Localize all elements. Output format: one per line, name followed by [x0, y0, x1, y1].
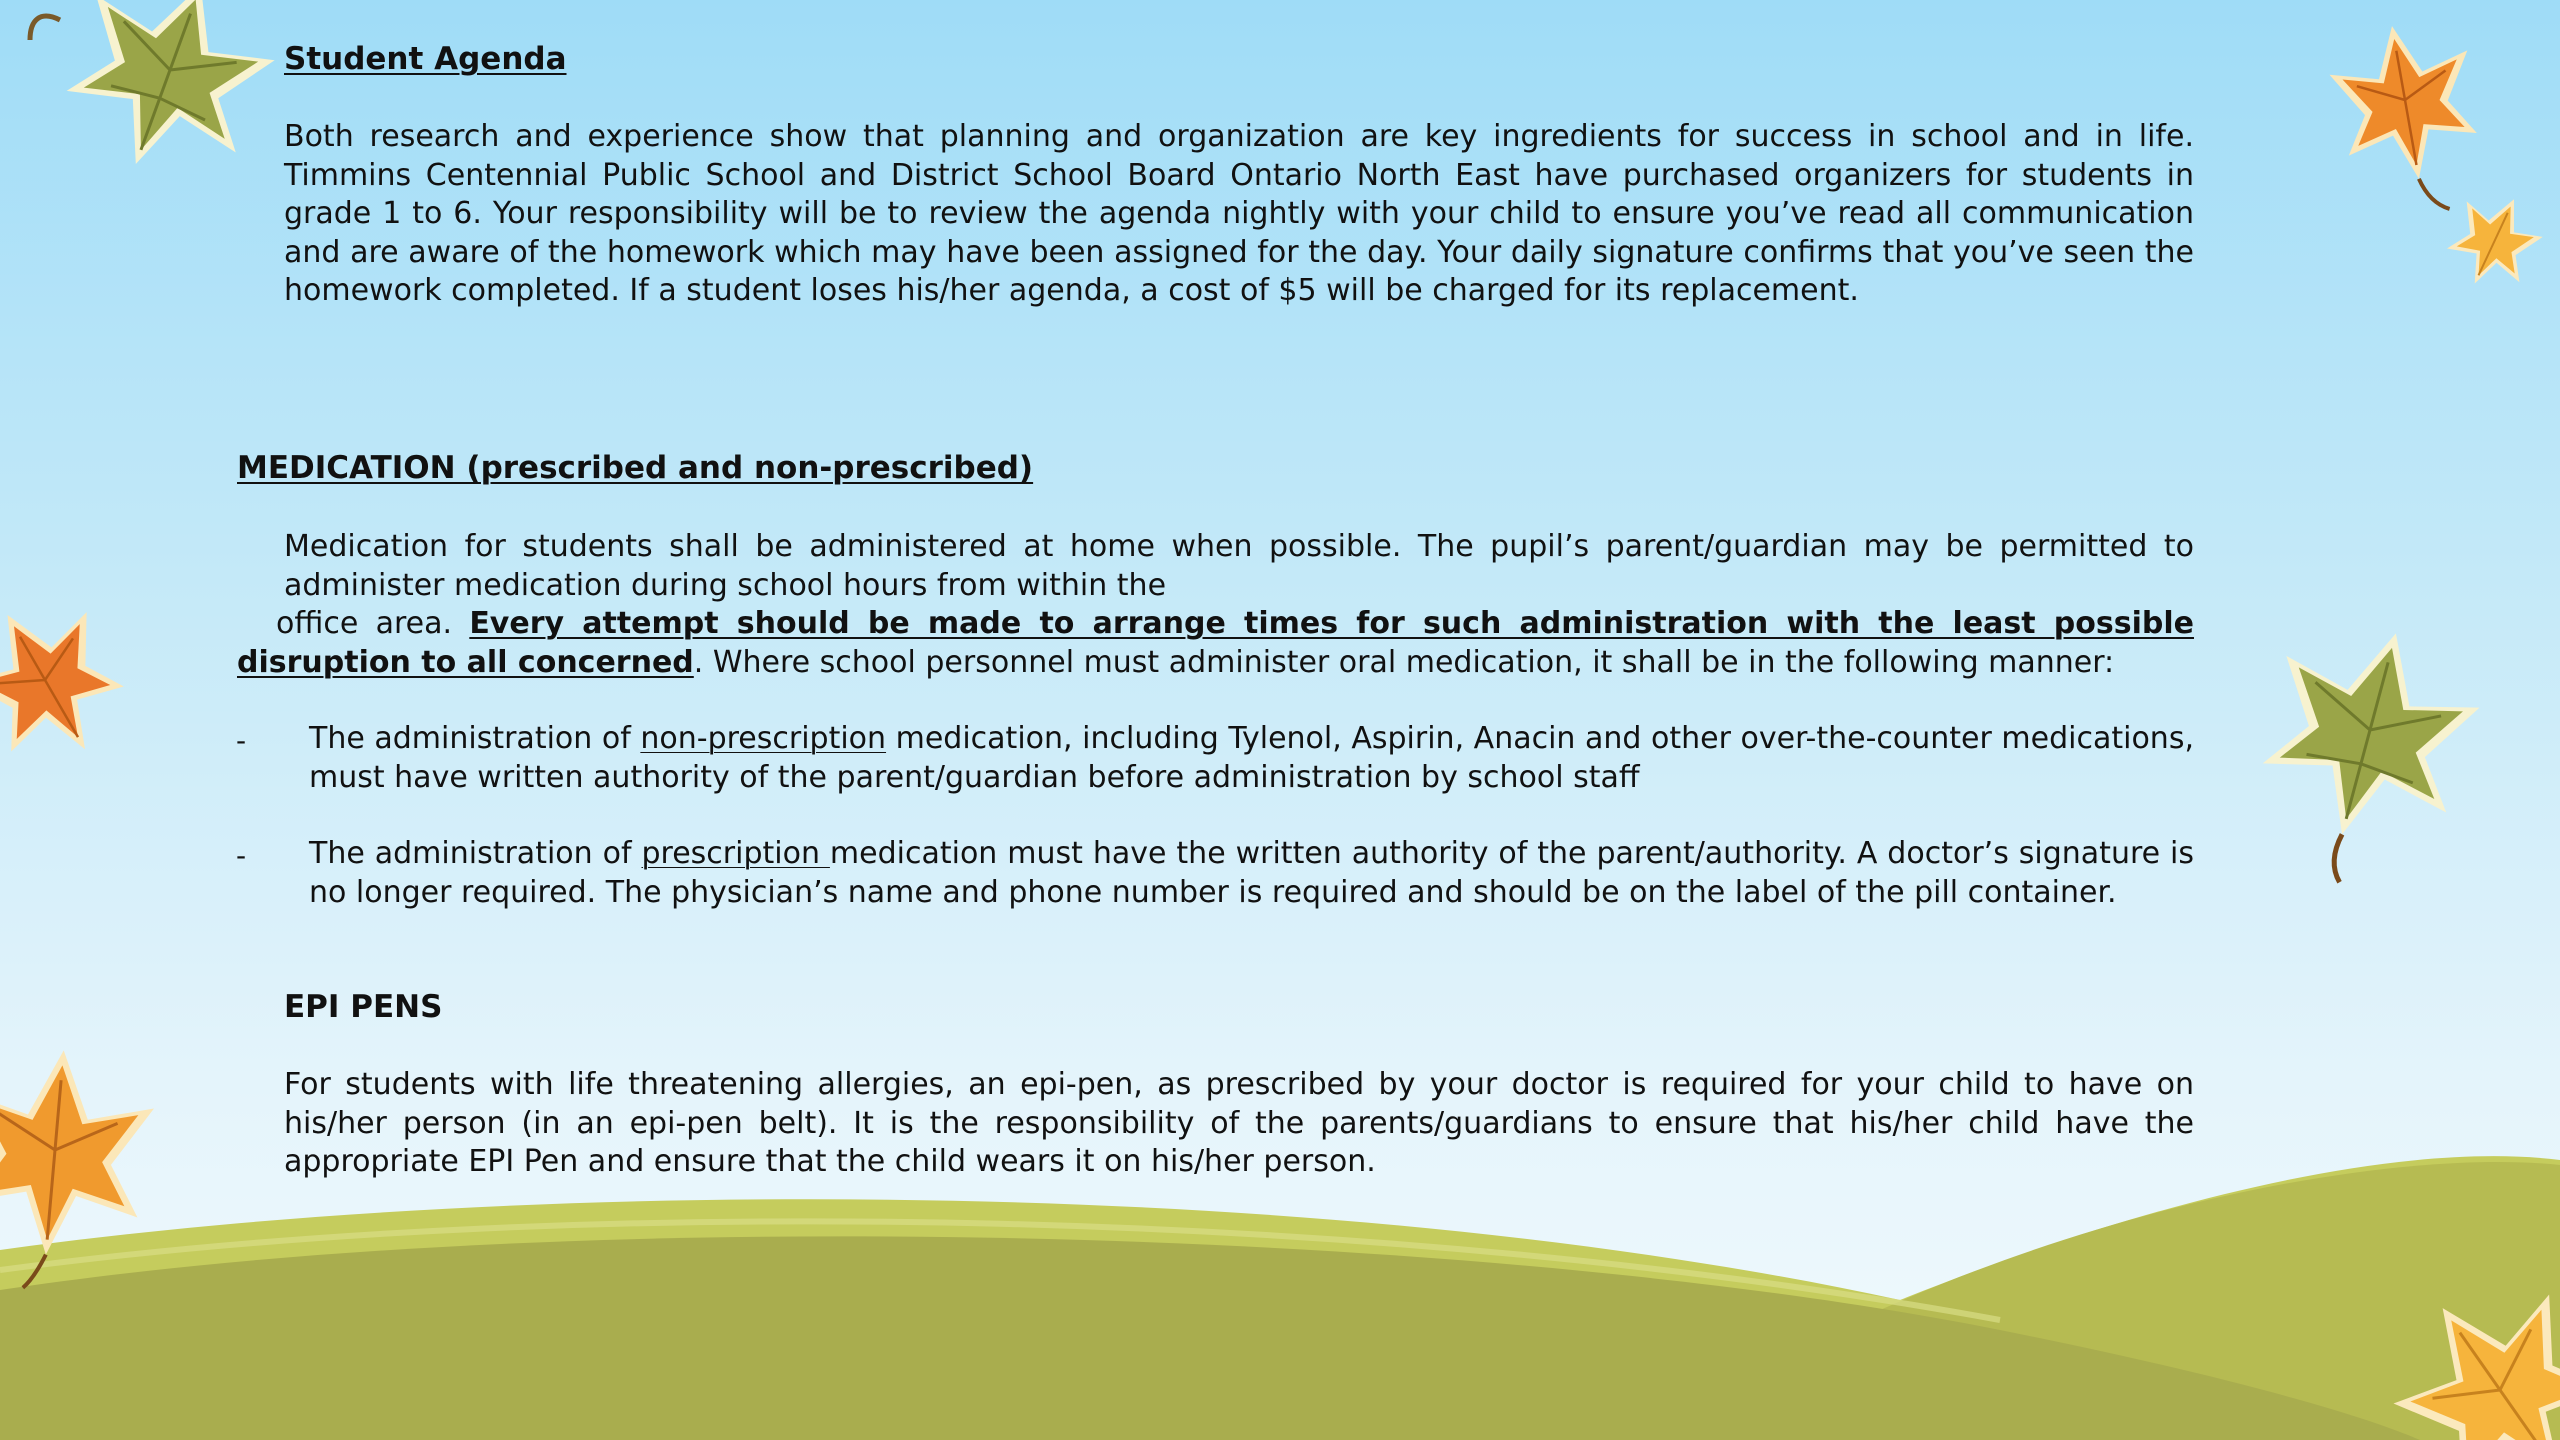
epi-pens-body: For students with life threatening allergies, an epi-pen, as prescribed by your doctor is required for your child to have on his/her person (in an epi-pen belt). It is the responsibility of the parents/guardians to ensure that his/her child have the appropriate EPI Pen and ensure that the child wears it on his/her person. — [284, 1067, 2194, 1179]
medication-line2-suffix: . Where school personnel must administer oral medication, it shall be in the following manner: — [693, 644, 2115, 680]
bullet-1-before: The administration of — [309, 721, 641, 756]
medication-line1: Medication for students shall be administered at home when possible. The pupil’s parent/guardian may be permitted to administer medication during school hours from within the — [284, 529, 2194, 603]
medication-heading: MEDICATION (prescribed and non-prescribed) — [237, 450, 1034, 486]
student-agenda-heading: Student Agenda — [284, 41, 567, 77]
non-prescription-term: non-prescription — [640, 721, 887, 756]
student-agenda-body: Both research and experience show that planning and organization are key ingredients for success in school and in life. Timmins Centennial Public School and District School Board Ontario North East have purchased organizers for students in grade 1 to 6. Your responsibility will be to review the agenda nightly with your child to ensure you’ve read all communication and are aware of the homework which may have been assigned for the day. Your daily signature confirms that you’ve seen the homework completed. If a student loses his/her agenda, a cost of $5 will be charged for its replacement. — [284, 119, 2194, 308]
medication-line2-prefix: office area. — [276, 606, 470, 641]
bullet-prescription — [309, 835, 2194, 912]
bullet-1-after: medication, including Tylenol, Aspirin, Anacin and other over-the-counter medications, must have written authority of the parent/guardian before administration by school staff — [309, 721, 2194, 795]
medication-line2 — [237, 605, 2194, 682]
bullet-dash-2: - — [236, 839, 247, 872]
bullet-dash-1: - — [236, 724, 247, 757]
bullet-non-prescription — [309, 720, 2194, 797]
epi-pens-heading: EPI PENS — [284, 989, 443, 1025]
bullet-2-before: The administration of — [309, 836, 642, 871]
medication-emphasis: Every attempt should be made to arrange times for such administration with the least possible disruption to all concerned — [237, 606, 2194, 680]
bullet-2-after: medication must have the written authority of the parent/authority. A doctor’s signature is no longer required. The physician’s name and phone number is required and should be on the label of the pill container. — [309, 836, 2194, 910]
prescription-term: prescription — [641, 836, 830, 871]
